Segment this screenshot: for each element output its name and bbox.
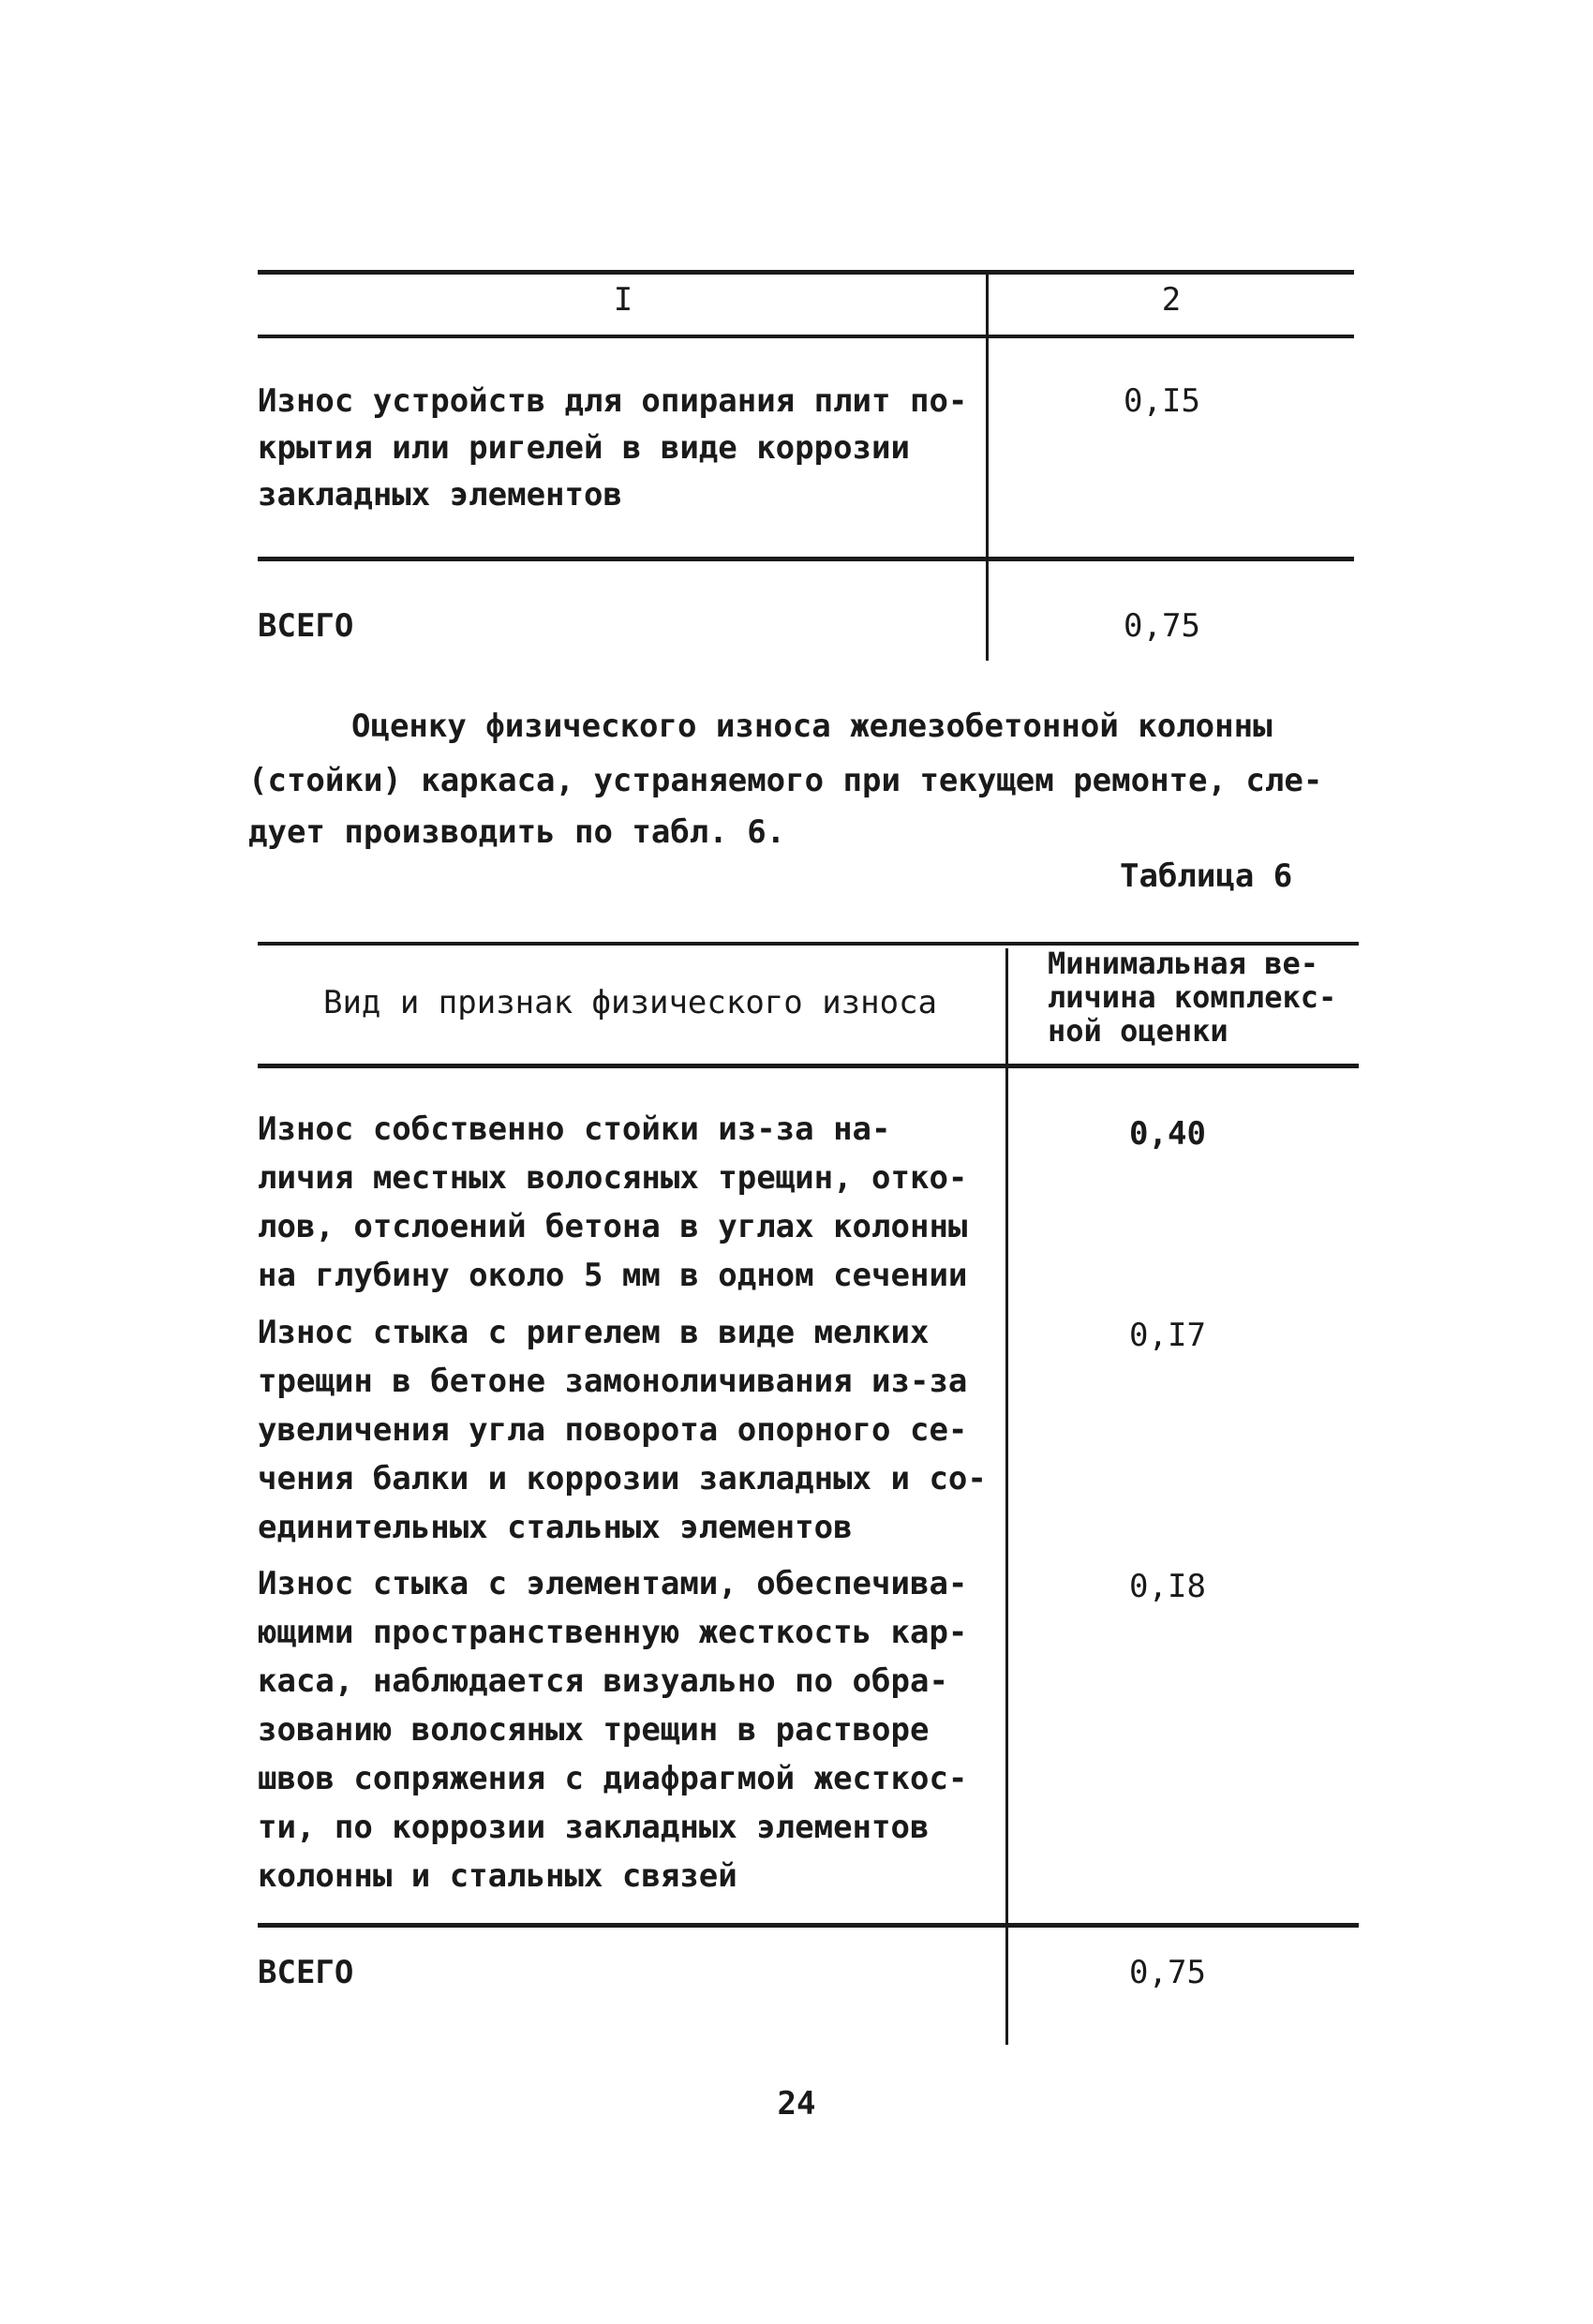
table5-total-label: ВСЕГО	[258, 607, 354, 645]
table6-row3-line2: ющими пространственную жесткость кар-	[258, 1614, 968, 1651]
table6-caption: Таблица 6	[1120, 857, 1293, 895]
table6-row1-line4: на глубину около 5 мм в одном сечении	[258, 1257, 968, 1294]
table6-row2-line1: Износ стыка с ригелем в виде мелких	[258, 1314, 930, 1351]
table6-row3-line7: колонны и стальных связей	[258, 1857, 737, 1895]
table6-row2-line2: трещин в бетоне замоноличивания из-за	[258, 1363, 968, 1400]
table6-row2-line4: чения балки и коррозии закладных и со-	[258, 1460, 987, 1497]
table6-row3-line6: ти, по коррозии закладных элементов	[258, 1809, 930, 1846]
table5-top-rule	[258, 270, 1354, 275]
table5-total-value: 0,75	[1124, 607, 1200, 645]
table5-total-rule	[258, 557, 1354, 561]
table6-row1-line2: личия местных волосяных трещин, отко-	[258, 1159, 968, 1197]
table6-row3-line3: каса, наблюдается визуально по обра-	[258, 1662, 948, 1700]
table6-row1-line1: Износ собственно стойки из-за на-	[258, 1110, 891, 1148]
paragraph-line1: Оценку физического износа железобетонной колонны	[351, 708, 1273, 745]
paragraph-line2: (стойки) каркаса, устраняемого при текущем ремонте, сле-	[248, 762, 1323, 799]
table6-row2-value: 0,I7	[1129, 1317, 1206, 1354]
table6-header-col1: Вид и признак физического износа	[322, 984, 938, 1021]
table6-header-col2-line1: Минимальная ве-	[1048, 946, 1318, 981]
page-number: 24	[777, 2085, 816, 2123]
table6-row2-line3: увеличения угла поворота опорного се-	[258, 1411, 968, 1449]
table6-header-col2-line2: личина комплекс-	[1048, 979, 1337, 1015]
table6-header-rule	[258, 1064, 1359, 1068]
table6-row3-line1: Износ стыка с элементами, обеспечива-	[258, 1565, 968, 1602]
table5-row1-line3: закладных элементов	[258, 476, 622, 514]
table6-row3-line5: швов сопряжения с диафрагмой жесткос-	[258, 1760, 968, 1797]
table6-total-value: 0,75	[1129, 1954, 1206, 1991]
table5-header-rule	[258, 335, 1354, 338]
table5-row1-value: 0,I5	[1124, 382, 1200, 420]
table6-row1-line3: лов, отслоений бетона в углах колонны	[258, 1208, 968, 1245]
table6-row3-line4: зованию волосяных трещин в растворе	[258, 1711, 930, 1749]
paragraph-line3: дует производить по табл. 6.	[248, 813, 786, 851]
table6-total-rule	[258, 1923, 1359, 1928]
table6-row1-value: 0,40	[1129, 1115, 1206, 1153]
table5-row1-line2: крытия или ригелей в виде коррозии	[258, 429, 910, 467]
table5-row1-line1: Износ устройств для опирания плит по-	[258, 382, 968, 420]
table5-header-col1: I	[613, 281, 633, 319]
table6-row3-value: 0,I8	[1129, 1568, 1206, 1605]
table6-row2-line5: единительных стальных элементов	[258, 1509, 853, 1546]
table6-header-col2-line3: ной оценки	[1048, 1013, 1228, 1049]
table5-header-col2: 2	[1161, 281, 1182, 319]
table6-total-label: ВСЕГО	[258, 1954, 354, 1991]
